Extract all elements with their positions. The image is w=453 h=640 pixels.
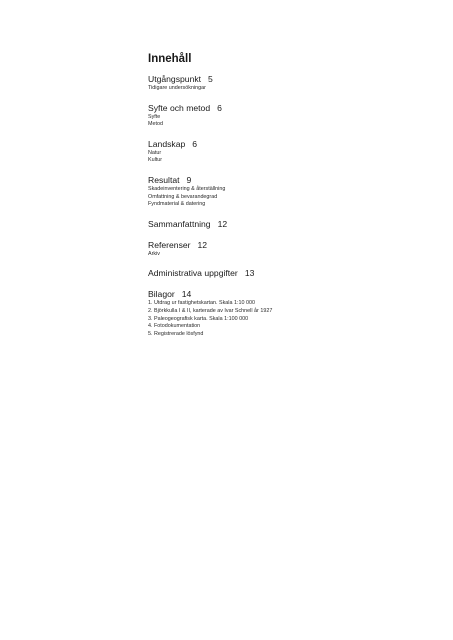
toc-section-title: Utgångspunkt <box>148 74 202 84</box>
toc-title: Innehåll <box>148 53 192 65</box>
toc-subsection: Arkiv <box>148 250 160 257</box>
toc-section-title: Administrativa uppgifter <box>148 268 238 279</box>
toc-section <box>148 268 438 279</box>
toc-section <box>148 289 438 338</box>
toc-subsection: Natur <box>148 149 162 156</box>
toc-subsection: 2. Björkkulla I & II, karterade av Ivar Schnell år 1927 <box>148 307 273 314</box>
toc-subsection: Metod <box>148 121 163 128</box>
toc-subsection: Skadeinventering & återställning <box>148 185 226 192</box>
toc-page-number: 5 <box>208 74 213 84</box>
toc-section-title: Landskap <box>148 138 186 149</box>
toc-page-number: 12 <box>197 239 208 250</box>
toc-page-number: 12 <box>217 218 228 229</box>
toc-section-heading <box>148 289 438 300</box>
toc-section <box>148 240 438 259</box>
toc-sections <box>148 74 438 338</box>
toc-subsection: 3. Paleogeografisk karta. Skala 1:100 000 <box>148 315 249 322</box>
toc-section-title: Sammanfattning <box>148 218 211 229</box>
toc-section-heading <box>148 139 438 150</box>
toc-page-number: 14 <box>181 289 192 300</box>
toc-section-title: Referenser <box>148 239 191 250</box>
toc-section-title: Resultat <box>148 174 180 185</box>
toc-section-heading <box>148 268 438 279</box>
table-of-contents <box>148 52 438 348</box>
toc-page-number: 9 <box>186 174 192 185</box>
toc-subsection: Fyndmaterial & datering <box>148 201 206 208</box>
toc-subsection: 1. Utdrag ur fastighetskartan. Skala 1:10 000 <box>148 300 255 307</box>
toc-section <box>148 103 438 129</box>
toc-section-heading <box>148 74 438 85</box>
toc-section <box>148 175 438 209</box>
toc-page-number: 6 <box>217 102 222 113</box>
toc-section-heading <box>148 240 438 251</box>
toc-section-title: Syfte och metod <box>148 102 211 113</box>
toc-page-number: 6 <box>192 138 198 149</box>
toc-subsection: Syfte <box>148 113 161 120</box>
toc-section <box>148 219 438 230</box>
toc-subsection: 5. Registrerade lösfynd <box>148 330 204 337</box>
toc-section-heading <box>148 103 438 114</box>
toc-section <box>148 74 438 93</box>
toc-subsection: Kultur <box>148 157 163 164</box>
toc-page-number: 13 <box>244 268 255 279</box>
toc-subsection: Omfattning & bevarandegrad <box>148 193 218 200</box>
toc-subsection: Tidigare undersökningar <box>148 85 206 91</box>
toc-section-heading <box>148 219 438 230</box>
toc-section-title: Bilagor <box>148 289 175 300</box>
toc-section-heading <box>148 175 438 186</box>
toc-section <box>148 139 438 165</box>
toc-subsection: 4. Fotodokumentation <box>148 323 201 330</box>
